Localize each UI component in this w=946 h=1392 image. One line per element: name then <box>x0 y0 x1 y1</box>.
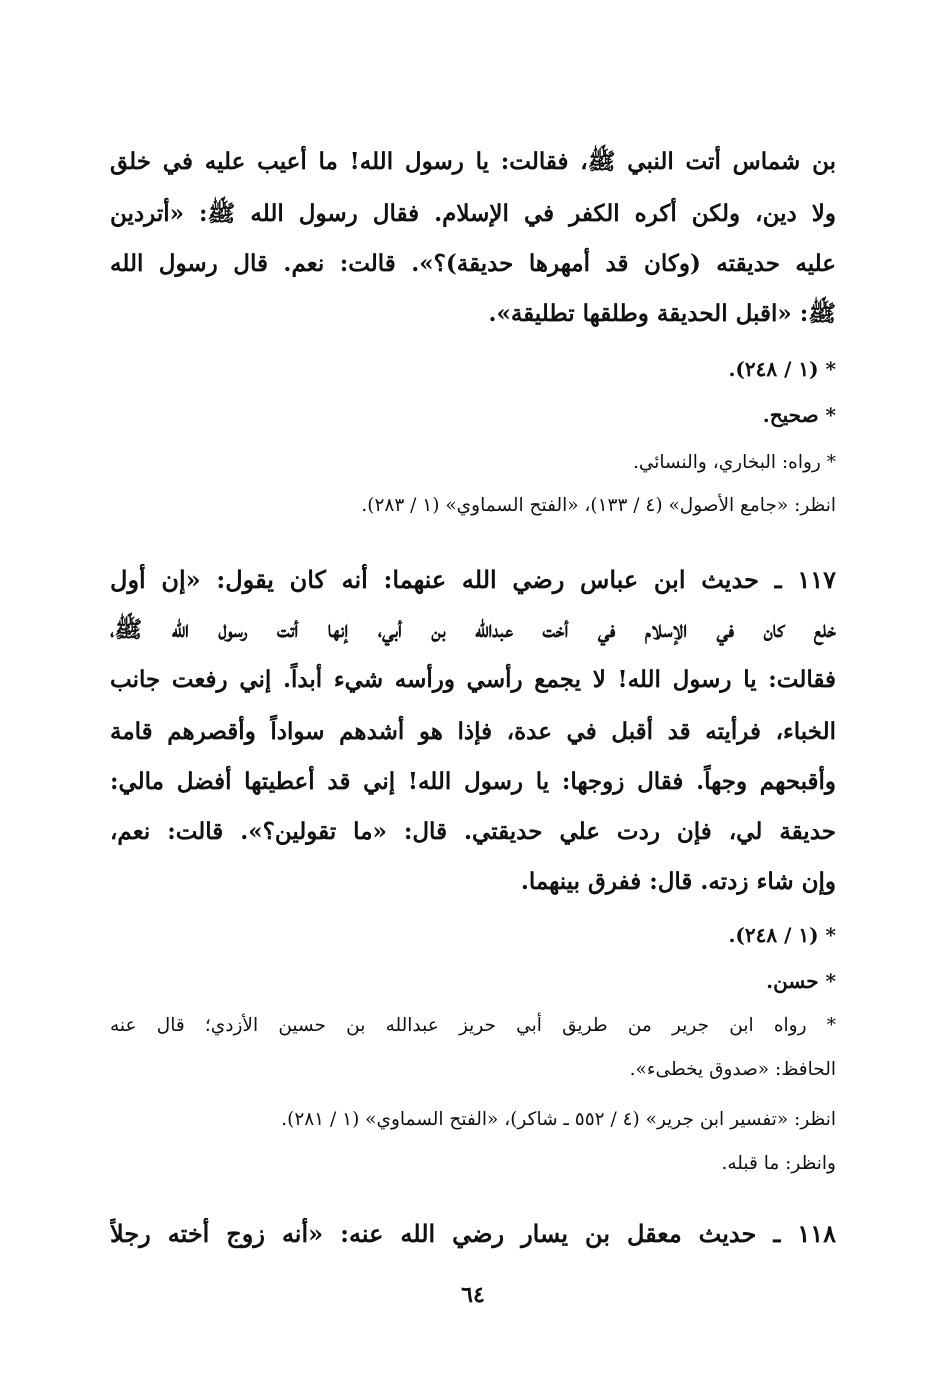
text-line: ولا دين، ولكن أكره الكفر في الإسلام. فقال رسول الله ﷺ: «أتردين <box>110 200 836 227</box>
text-line: وأقبحهم وجهاً. فقال زوجها: يا رسول الله! إني قد أعطيتها أفضل مالي: <box>110 768 836 795</box>
note-grade: * حسن. <box>766 969 836 993</box>
text-line: الخباء، فرأيته قد أقبل في عدة، فإذا هو أشدهم سواداً وأقصرهم قامة <box>110 718 836 745</box>
text-line: بن شماس أتت النبي ﷺ، فقالت: يا رسول الله! ما أعيب عليه في خلق <box>110 148 836 175</box>
text-line: وإن شاء زدته. قال: ففرق بينهما. <box>520 868 836 895</box>
note-grade: * صحيح. <box>762 403 836 427</box>
note-reference: * (١ / ٢٤٨). <box>728 923 836 947</box>
note-reference: * (١ / ٢٤٨). <box>728 357 836 381</box>
text-line: حديقة لي، فإن ردت علي حديقتي. قال: «ما تقولين؟». قالت: نعم، <box>110 818 836 845</box>
hadith-heading: ١١٨ ـ حديث معقل بن يسار رضي الله عنه: «أنه زوج أخته رجلاً <box>110 1219 836 1248</box>
note-see-also: وانظر: ما قبله. <box>721 1153 836 1174</box>
text-line: عليه حديقته (وكان قد أمهرها حديقة)؟». قالت: نعم. قال رسول الله <box>110 250 836 277</box>
note-see: انظر: «جامع الأصول» (٤ / ١٣٣)، «الفتح السماوي» (١ / ٢٨٣). <box>361 495 836 516</box>
note-source-continued: الحافظ: «صدوق يخطىء». <box>629 1059 836 1080</box>
hadith-heading: ١١٧ ـ حديث ابن عباس رضي الله عنهما: أنه كان يقول: «إن أول <box>110 565 836 594</box>
text-line: ﷺ: «اقبل الحديقة وطلقها تطليقة». <box>488 300 836 327</box>
note-source: * رواه: البخاري، والنسائي. <box>632 452 836 473</box>
page-number: ٦٤ <box>461 1282 485 1308</box>
text-line: خلع كان في الإسلام في أخت عبدالله بن أبي، إنها أتت رسول الله ﷺ، <box>110 616 836 643</box>
text-line: فقالت: يا رسول الله! لا يجمع رأسي ورأسه شيء أبداً. إني رفعت جانب <box>110 666 836 693</box>
note-source: * رواه ابن جرير من طريق أبي حريز عبدالله بن حسين الأزدي؛ قال عنه <box>110 1015 836 1036</box>
note-see: انظر: «تفسير ابن جرير» (٤ / ٥٥٢ ـ شاكر)، «الفتح السماوي» (١ / ٢٨١). <box>281 1109 836 1130</box>
